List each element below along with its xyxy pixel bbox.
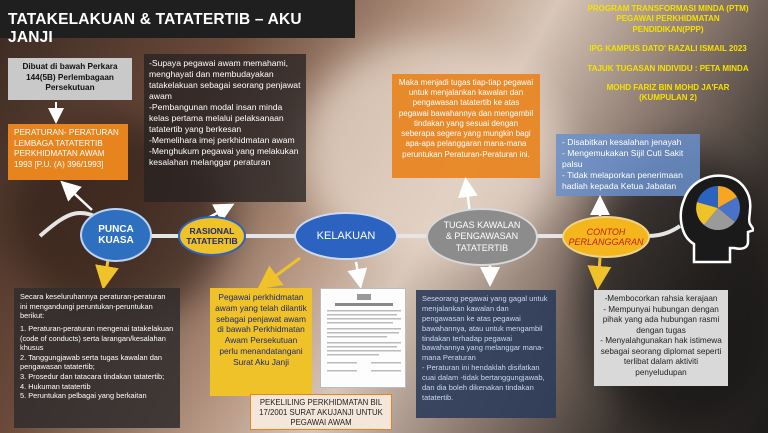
document-lines-icon [327, 294, 401, 382]
contoh-detail-box [594, 290, 728, 386]
header-line: IPG KAMPUS DATO' RAZALI ISMAIL 2023 [589, 44, 747, 54]
kelakuan-detail-box: Pegawai perkhidmatan awam yang telah dilantik sebagai penjawat awam di bawah Perkhidmatan Awam Persekutuan perlu menandatangani Surat Aku Janji [210, 288, 312, 396]
head-brain-icon [676, 170, 754, 268]
tugas-point: - Peraturan ini hendaklah disifatkan cuai dalam -tidak bertanggungjawab, dan dia boleh dikenakan tindakan tatatertib. [422, 363, 545, 402]
punca-detail-box [14, 288, 180, 428]
arrow-punca-up [64, 184, 92, 210]
surat-akujanji-document [320, 288, 406, 388]
punca-item: 2. Tanggungjawab serta tugas kawalan dan pengawasan tatatertib; [20, 352, 163, 372]
node-contoh-perlanggaran[interactable] [562, 216, 650, 258]
header-line: (KUMPULAN 2) [639, 93, 697, 103]
node-punca-kuasa[interactable] [80, 208, 152, 262]
arrow-kelakuan-doc [356, 262, 360, 284]
contoh-detail-point: - Menyalahgunakan hak istimewa sebagai seorang diplomat seperti terlibat dalam aktiviti penyeludupan [600, 336, 722, 377]
rasional-point: -Pembangunan modal insan minda kelas pertama melalui pelaksanaan tatatertib yang berkesan [149, 102, 284, 134]
node-label: CONTOH PERLANGGARAN [568, 227, 644, 247]
pekeliling-box: PEKELILING PERKHIDMATAN BIL 17/2001 SURAT AKUJANJI UNTUK PEGAWAI AWAM [250, 394, 392, 430]
punca-item: 1. Peraturan-peraturan mengenai tatakelakuan (code of conducts) serta larangan/kesalahan khusus [20, 323, 174, 353]
header-line: PEGAWAI PERKHIDMATAN [616, 14, 720, 24]
arrow-punca-down [104, 260, 108, 284]
contoh-point: - Tidak melaporkan penerimaan hadiah kepada Ketua Jabatan [562, 170, 683, 191]
contoh-detail-point: -Membocorkan rahsia kerajaan [604, 294, 718, 303]
node-kelakuan[interactable] [294, 212, 398, 260]
node-label: PUNCA KUASA [98, 224, 134, 246]
rasional-point: -Memelihara imej perkhidmatan awam [149, 135, 295, 145]
tugas-top-box: Maka menjadi tugas tiap-tiap pegawai untuk menjalankan kawalan dan pengawasan tatatertib ke atas pegawai bawahannya dan mengambil tindakan yang sesuai dengan seberapa segera yang mungkin bagi apa-apa pelanggaran mana-mana peruntukan Peraturan-Peraturan ini. [392, 74, 540, 178]
contoh-point: - Disabitkan kesalahan jenayah [562, 137, 682, 147]
punca-item: 5. Peruntukan pelbagai yang berkaitan [20, 391, 147, 401]
header-line: PENDIDIKAN(PPP) [632, 24, 704, 34]
tugas-detail-box [416, 290, 556, 418]
header-line: MOHD FARIZ BIN MOHD JA'FAR [606, 82, 730, 92]
page-title: TATAKELAKUAN & TATATERTIB – AKU JANJI [0, 0, 355, 38]
node-label: TUGAS KAWALAN & PENGAWASAN TATATERTIB [443, 220, 521, 253]
arrow-contoh-down [598, 258, 600, 284]
header-line: TAJUK TUGASAN INDIVIDU : PETA MINDA [587, 63, 749, 73]
perkara-box: Dibuat di bawah Perkara 144(5B) Perlembagaan Persekutuan [8, 58, 132, 100]
rasional-point: -Supaya pegawai awam memahami, menghayati dan membudayakan tatakelakuan sebagai seorang penjawat awam [149, 58, 301, 101]
rasional-point: -Menghukum pegawai yang melakukan kesalahan melanggar peraturan [149, 146, 299, 167]
node-rasional-tatatertib[interactable] [178, 216, 246, 256]
punca-intro: Secara keseluruhannya peraturan-peraturan ini mengandungi peruntukan-peruntukan berikut: [20, 292, 166, 321]
peraturan-box: PERATURAN- PERATURAN LEMBAGA TATATERTIB PERKHIDMATAN AWAM 1993 [P.U. (A) 396/1993] [8, 124, 128, 180]
punca-item: 3. Prosedur dan tatacara tindakan tatatertib; [20, 372, 165, 381]
contoh-detail-point: - Mempunyai hubungan dengan pihak yang ada hubungan rasmi dengan tugas [602, 304, 720, 335]
node-label: KELAKUAN [316, 230, 376, 242]
node-tugas-kawalan[interactable] [426, 208, 538, 266]
contoh-point: - Mengemukakan Sijil Cuti Sakit palsu [562, 148, 684, 169]
punca-item: 4. Hukuman tatatertib [20, 381, 91, 391]
node-label: RASIONAL TATATERTIB [186, 226, 238, 246]
arrow-kelakuan-down [262, 258, 300, 286]
tugas-point: Seseorang pegawai yang gagal untuk menjalankan kawalan dan pengawasan ke atas pegawai bawahannya, atau untuk mengambil tindakan terhadap pegawai bawahannya yang melanggar mana-mana Peraturan [422, 294, 548, 363]
header-line: PROGRAM TRANSFORMASI MINDA (PTM) [587, 4, 749, 13]
